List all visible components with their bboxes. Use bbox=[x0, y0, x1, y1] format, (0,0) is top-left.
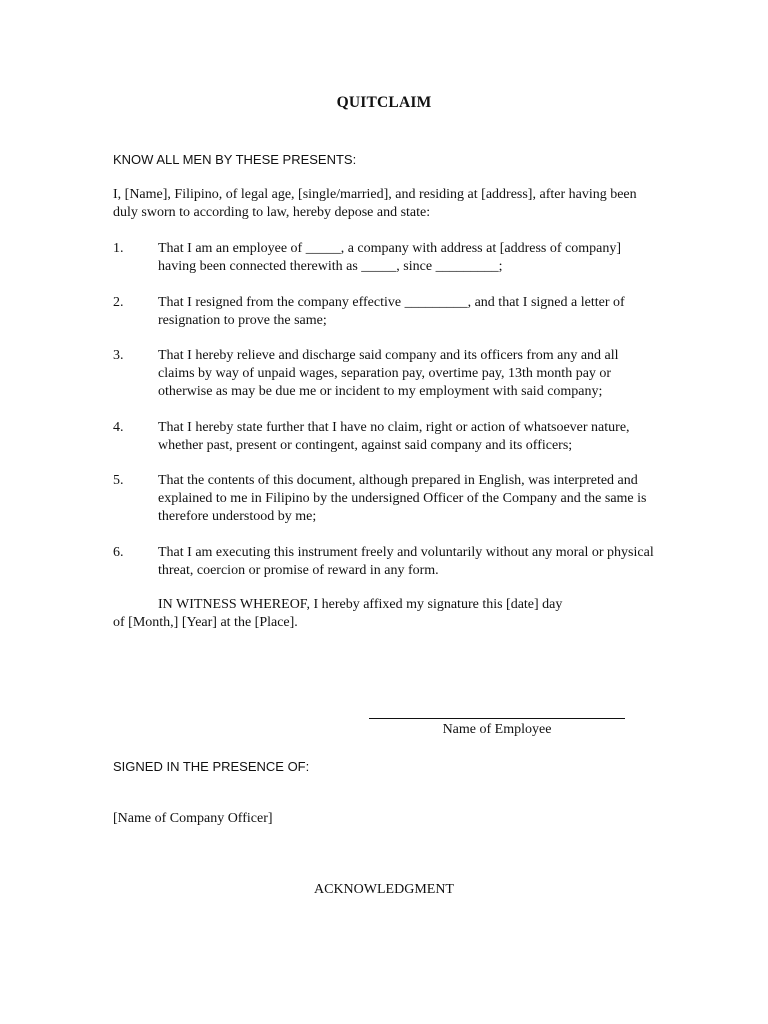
signed-presence-heading: SIGNED IN THE PRESENCE OF: bbox=[113, 759, 310, 774]
know-all-heading: KNOW ALL MEN BY THESE PRESENTS: bbox=[113, 152, 357, 167]
intro-paragraph: I, [Name], Filipino, of legal age, [single/married], and residing at [address], after having been duly sworn to according to law, hereby depose and state: bbox=[113, 187, 637, 220]
signature-label: Name of Employee bbox=[442, 722, 552, 737]
item-text: That the contents of this document, although prepared in English, was interpreted and explained to me in Filipino by the undersigned Officer of the Company and the same is therefore understood by me; bbox=[158, 473, 647, 524]
item-number: 6. bbox=[113, 545, 124, 560]
item-number: 3. bbox=[113, 348, 124, 363]
document-title: QUITCLAIM bbox=[336, 94, 432, 111]
acknowledgment-heading: ACKNOWLEDGMENT bbox=[314, 882, 454, 897]
item-text: That I hereby state further that I have no claim, right or action of whatsoever nature, whether past, present or contingent, against said company and its officers; bbox=[158, 420, 630, 453]
item-text: That I am executing this instrument freely and voluntarily without any moral or physical threat, coercion or promise of reward in any form. bbox=[158, 545, 654, 578]
witness-line-1: IN WITNESS WHEREOF, I hereby affixed my signature this [date] day bbox=[158, 597, 563, 612]
witness-line-2: of [Month,] [Year] at the [Place]. bbox=[113, 615, 298, 630]
item-number: 5. bbox=[113, 473, 124, 488]
item-number: 1. bbox=[113, 241, 124, 256]
item-number: 2. bbox=[113, 295, 124, 310]
item-number: 4. bbox=[113, 420, 124, 435]
witness-clause bbox=[113, 596, 653, 632]
item-text: That I hereby relieve and discharge said company and its officers from any and all claims by way of unpaid wages, separation pay, overtime pay, 13th month pay or otherwise as may be due me or incident to my employment with said company; bbox=[158, 348, 619, 399]
item-text: That I resigned from the company effective _________, and that I signed a letter of resignation to prove the same; bbox=[158, 295, 625, 328]
company-officer-name: [Name of Company Officer] bbox=[113, 811, 273, 826]
signature-line bbox=[369, 718, 625, 719]
item-text: That I am an employee of _____, a company with address at [address of company] having been connected therewith as _____, since _________; bbox=[158, 241, 622, 274]
